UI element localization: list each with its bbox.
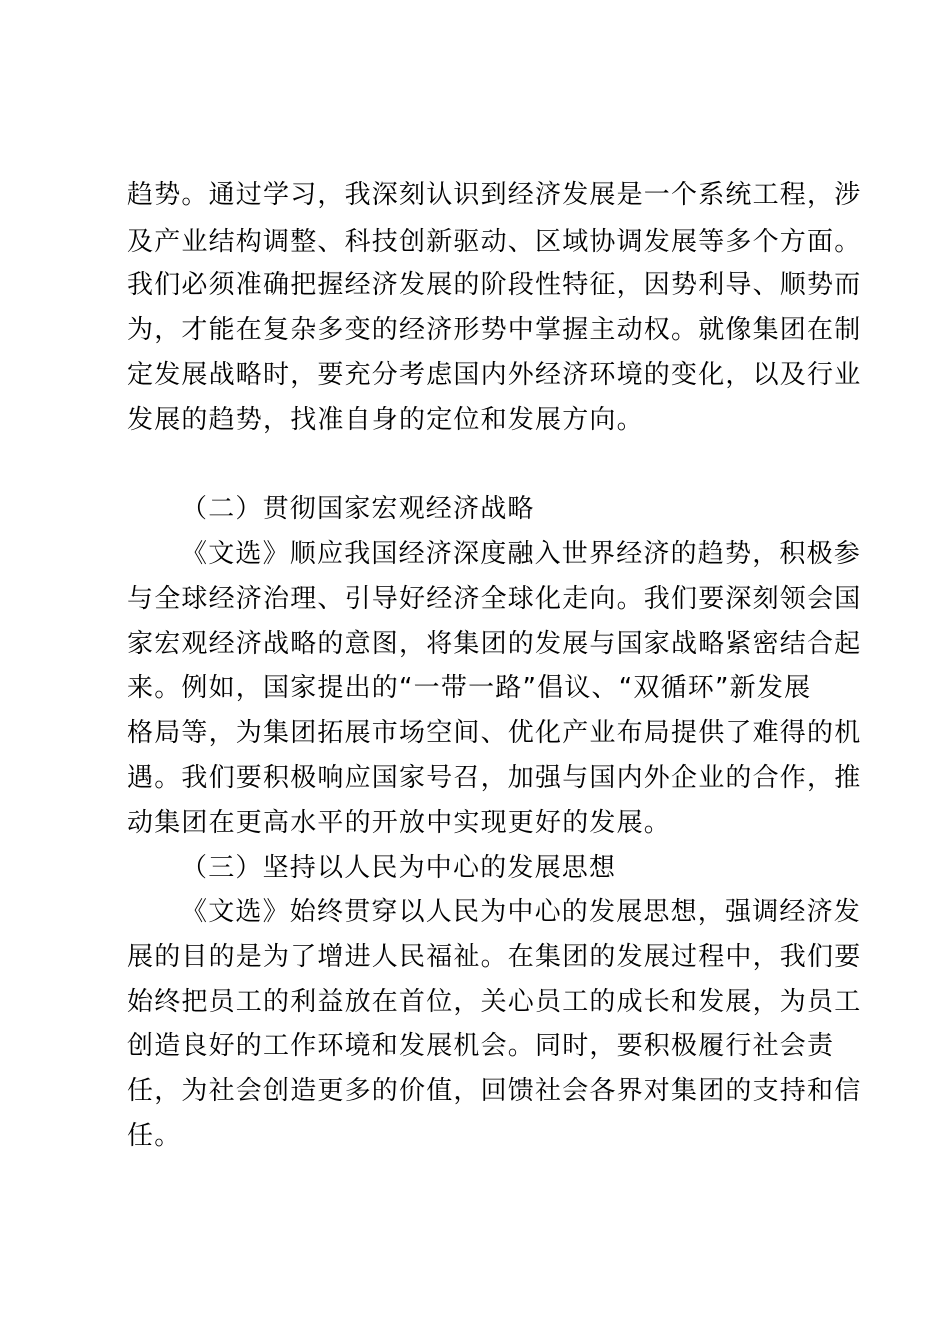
paragraph-2-line-6: 遇。我们要积极响应国家号召，加强与国内外企业的合作，推: [127, 763, 862, 793]
paragraph-1-line-3: 我们必须准确把握经济发展的阶段性特征，因势利导、顺势而: [127, 270, 862, 300]
paragraph-3-line-3: 始终把员工的利益放在首位，关心员工的成长和发展，为员工: [127, 987, 862, 1017]
paragraph-2-line-3: 家宏观经济战略的意图，将集团的发展与国家战略紧密结合起: [127, 629, 862, 659]
section-heading-2: （二）贯彻国家宏观经济战略: [181, 494, 535, 524]
paragraph-1-line-5: 定发展战略时，要充分考虑国内外经济环境的变化，以及行业: [127, 360, 862, 390]
paragraph-2-line-1: 《文选》顺应我国经济深度融入世界经济的趋势，积极参: [181, 539, 862, 569]
paragraph-3-line-6: 任。: [127, 1121, 182, 1151]
paragraph-3-line-5: 任，为社会创造更多的价值，回馈社会各界对集团的支持和信: [127, 1076, 862, 1106]
paragraph-2-line-4: 来。例如，国家提出的“一带一路”倡议、“双循环”新发展: [127, 673, 812, 703]
paragraph-1-line-6: 发展的趋势，找准自身的定位和发展方向。: [127, 405, 644, 435]
paragraph-3-line-4: 创造良好的工作环境和发展机会。同时，要积极履行社会责: [127, 1031, 835, 1061]
section-heading-3: （三）坚持以人民为中心的发展思想: [181, 853, 617, 883]
paragraph-1-line-2: 及产业结构调整、科技创新驱动、区域协调发展等多个方面。: [127, 227, 862, 257]
paragraph-2-line-7: 动集团在更高水平的开放中实现更好的发展。: [127, 808, 672, 838]
paragraph-3-line-1: 《文选》始终贯穿以人民为中心的发展思想，强调经济发: [181, 897, 862, 927]
paragraph-1-line-1: 趋势。通过学习，我深刻认识到经济发展是一个系统工程，涉: [127, 180, 862, 210]
paragraph-3-line-2: 展的目的是为了增进人民福祉。在集团的发展过程中，我们要: [127, 942, 862, 972]
paragraph-2-line-5: 格局等，为集团拓展市场空间、优化产业布局提供了难得的机: [127, 718, 862, 748]
paragraph-1-line-4: 为，才能在复杂多变的经济形势中掌握主动权。就像集团在制: [127, 315, 862, 345]
paragraph-2-line-2: 与全球经济治理、引导好经济全球化走向。我们要深刻领会国: [127, 584, 862, 614]
